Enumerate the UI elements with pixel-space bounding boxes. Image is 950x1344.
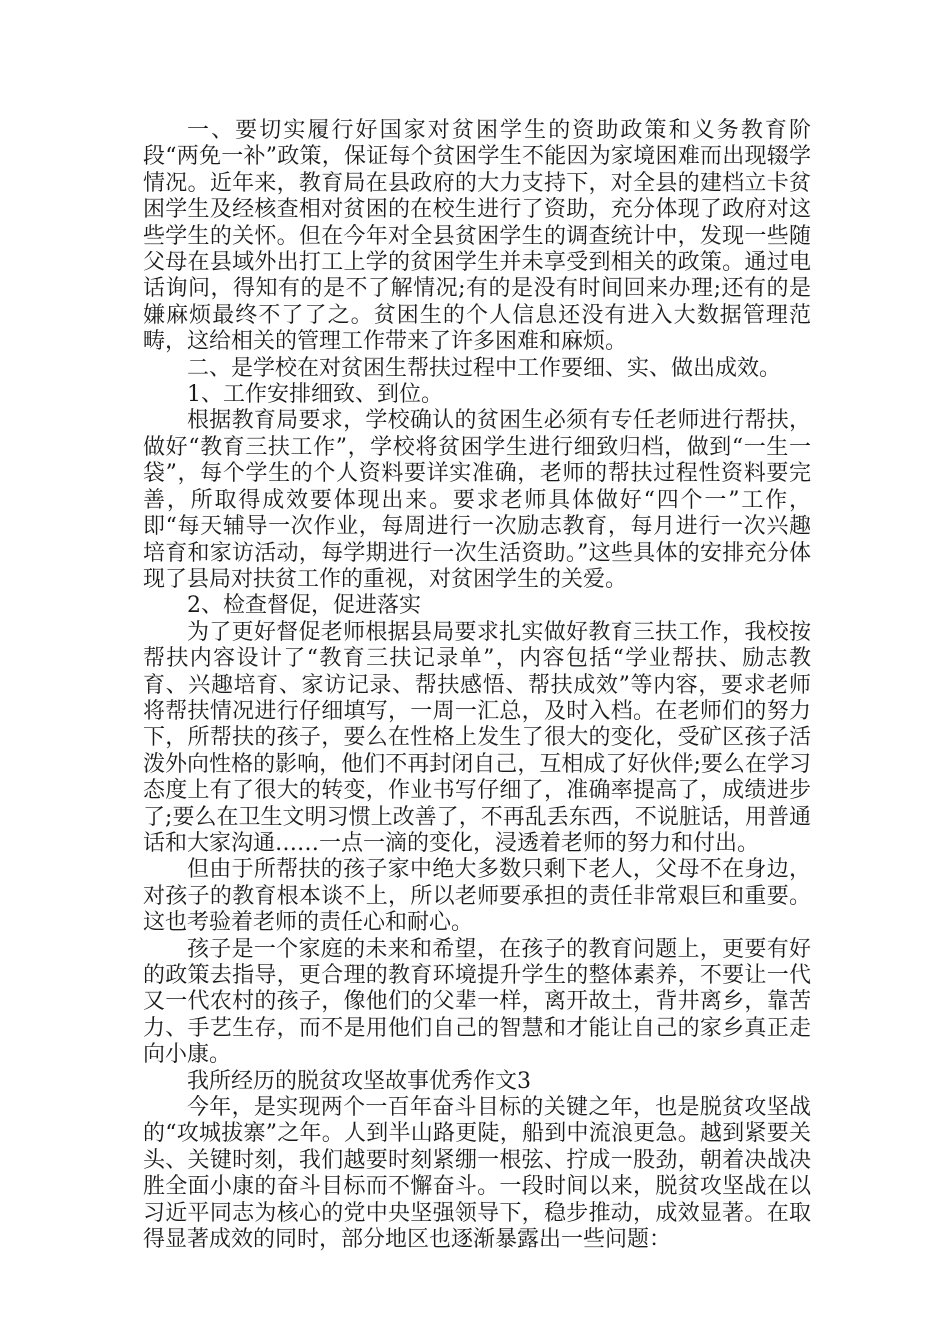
essay-title: 我所经历的脱贫攻坚故事优秀作文3 (187, 1068, 531, 1094)
paragraph-education-bureau-requirements: 根据教育局要求，学校确认的贫困生必须有专任老师进行帮扶，做好“教育三扶工作”，学校将贫困学生进行细致归档，做到“一生一袋”，每个学生的个人资料要详实准确，老师的帮扶过程性资料要完善，所取得成效要体现出来。要求老师具体做好“四个一”工作，即“每天辅导一次作业，每周进行一次励志教育，每月进行一次兴趣培育和家访活动，每学期进行一次生活资助。”这些具体的安排充分体现了县局对扶贫工作的重视，对贫困学生的关爱。 (143, 408, 811, 592)
paragraph-inspection-heading: 2、检查督促，促进落实 (187, 593, 421, 619)
paragraph-this-year: 今年，是实现两个一百年奋斗目标的关键之年，也是脱贫攻坚战的“攻城拔寨”之年。人到半山路更陡，船到中流浪更急。越到紧要关头、关键时刻，我们越要时刻紧绷一根弦、拧成一股劲，朝着决战决胜全面小康的奋斗目标而不懈奋斗。一段时间以来，脱贫攻坚战在以习近平同志为核心的党中央坚强领导下，稳步推动，成效显著。在取得显著成效的同时，部分地区也逐渐暴露出一些问题： (143, 1095, 811, 1253)
document-page (143, 118, 811, 1253)
paragraph-work-arrangement-heading: 1、工作安排细致、到位。 (187, 382, 443, 408)
paragraph-record-sheet: 为了更好督促老师根据县局要求扎实做好教育三扶工作，我校按帮扶内容设计了“教育三扶记录单”，内容包括“学业帮扶、励志教育、兴趣培育、家访记录、帮扶感悟、帮扶成效”等内容，要求老师将帮扶情况进行仔细填写，一周一汇总，及时入档。在老师们的努力下，所帮扶的孩子，要么在性格上发生了很大的变化，受矿区孩子活泼外向性格的影响，他们不再封闭自己，互相成了好伙伴;要么在学习态度上有了很大的转变，作业书写仔细了，准确率提高了，成绩进步了;要么在卫生文明习惯上改善了，不再乱丢东西，不说脏话，用普通话和大家沟通……一点一滴的变化，浸透着老师的努力和付出。 (143, 619, 811, 856)
paragraph-teacher-responsibility: 但由于所帮扶的孩子家中绝大多数只剩下老人，父母不在身边，对孩子的教育根本谈不上，所以老师要承担的责任非常艰巨和重要。这也考验着老师的责任心和耐心。 (143, 857, 811, 936)
paragraph-children-future: 孩子是一个家庭的未来和希望，在孩子的教育问题上，更要有好的政策去指导，更合理的教育环境提升学生的整体素养，不要让一代又一代农村的孩子，像他们的父辈一样，离开故土，背井离乡，靠苦力、手艺生存，而不是用他们自己的智慧和才能让自己的家乡真正走向小康。 (143, 936, 811, 1068)
paragraph-school-support-heading: 二、是学校在对贫困生帮扶过程中工作要细、实、做出成效。 (187, 355, 782, 381)
paragraph-policy-implementation: 一、要切实履行好国家对贫困学生的资助政策和义务教育阶段“两免一补”政策，保证每个贫困学生不能因为家境困难而出现辍学情况。近年来，教育局在县政府的大力支持下，对全县的建档立卡贫困学生及经核查相对贫困的在校生进行了资助，充分体现了政府对这些学生的关怀。但在今年对全县贫困学生的调查统计中，发现一些随父母在县域外出打工上学的贫困学生并未享受到相关的政策。通过电话询问，得知有的是不了解情况;有的是没有时间回来办理;还有的是嫌麻烦最终不了了之。贫困生的个人信息还没有进入大数据管理范畴，这给相关的管理工作带来了许多困难和麻烦。 (143, 118, 811, 355)
